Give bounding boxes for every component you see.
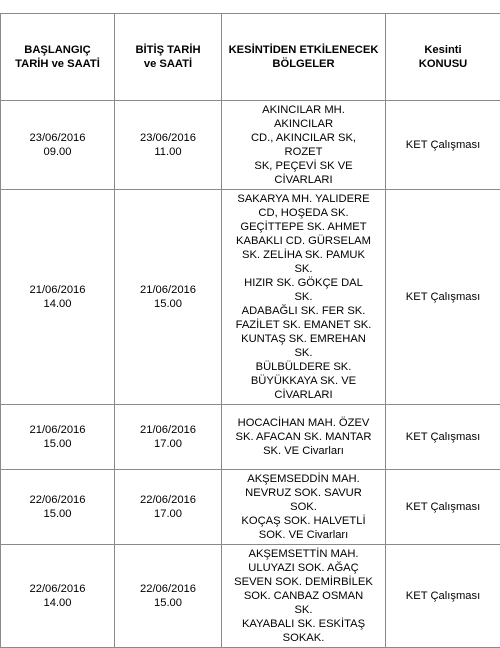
- regions-cell: [222, 545, 386, 648]
- start-date: 23/06/2016: [4, 131, 111, 145]
- header-end-datetime: [115, 14, 222, 101]
- header-line: ve SAATİ: [118, 57, 218, 71]
- region-line: SAKARYA MH. YALIDERE: [234, 192, 373, 206]
- outage-schedule-table: [0, 13, 500, 648]
- start-time: 15.00: [4, 437, 111, 451]
- end-date: 23/06/2016: [118, 131, 218, 145]
- end-datetime-cell: [115, 545, 222, 648]
- end-datetime-cell: [115, 470, 222, 545]
- region-line: AKŞEMSETTİN MAH.: [234, 547, 373, 561]
- start-time: 15.00: [4, 507, 111, 521]
- region-line: SK, PEÇEVİ SK VE: [234, 159, 373, 173]
- header-line: Kesinti: [389, 43, 497, 57]
- region-line: SK. ZELİHA SK. PAMUK SK.: [234, 248, 373, 276]
- table-header-row: [1, 14, 500, 101]
- start-datetime-cell: [1, 190, 115, 405]
- region-line: SEVEN SOK. DEMİRBİLEK: [234, 575, 373, 589]
- end-date: 22/06/2016: [118, 582, 218, 596]
- start-datetime-cell: [1, 470, 115, 545]
- header-affected-regions: [222, 14, 386, 101]
- region-line: CD, HOŞEDA SK.: [234, 206, 373, 220]
- region-line: GEÇİTTEPE SK. AHMET: [234, 220, 373, 234]
- end-time: 11.00: [118, 145, 218, 159]
- regions-cell: [222, 101, 386, 190]
- subject-cell: KET Çalışması: [386, 405, 500, 470]
- start-datetime-cell: [1, 405, 115, 470]
- region-line: CİVARLARI: [234, 173, 373, 187]
- region-line: HOCACİHAN MAH. ÖZEV: [234, 416, 373, 430]
- regions-cell: [222, 190, 386, 405]
- start-datetime-cell: [1, 545, 115, 648]
- region-line: SOK. VE Civarları: [234, 528, 373, 542]
- region-line: NEVRUZ SOK. SAVUR SOK.: [234, 486, 373, 514]
- start-datetime-cell: [1, 101, 115, 190]
- end-date: 22/06/2016: [118, 493, 218, 507]
- region-line: ADABAĞLI SK. FER SK.: [234, 304, 373, 318]
- table-row: [1, 545, 500, 648]
- region-line: SOKAK.: [234, 631, 373, 645]
- region-line: ULUYAZI SOK. AĞAÇ: [234, 561, 373, 575]
- end-date: 21/06/2016: [118, 283, 218, 297]
- start-date: 22/06/2016: [4, 582, 111, 596]
- start-date: 21/06/2016: [4, 423, 111, 437]
- header-line: BAŞLANGIÇ: [4, 43, 111, 57]
- start-time: 09.00: [4, 145, 111, 159]
- region-line: SK. VE Civarları: [234, 444, 373, 458]
- regions-cell: [222, 470, 386, 545]
- region-line: AKINCILAR MH. AKINCILAR: [234, 103, 373, 131]
- header-line: KESİNTİDEN ETKİLENECEK: [225, 43, 382, 57]
- region-line: BÜLBÜLDERE SK.: [234, 360, 373, 374]
- region-line: AKŞEMSEDDİN MAH.: [234, 472, 373, 486]
- header-line: KONUSU: [389, 57, 497, 71]
- start-time: 14.00: [4, 596, 111, 610]
- header-line: BÖLGELER: [225, 57, 382, 71]
- header-start-datetime: [1, 14, 115, 101]
- region-line: CD., AKINCILAR SK, ROZET: [234, 131, 373, 159]
- table-row: [1, 190, 500, 405]
- region-line: BÜYÜKKAYA SK. VE: [234, 374, 373, 388]
- header-line: TARİH ve SAATİ: [4, 57, 111, 71]
- region-line: KABAKLI CD. GÜRSELAM: [234, 234, 373, 248]
- region-line: KAYABALI SK. ESKİTAŞ: [234, 617, 373, 631]
- header-line: BİTİŞ TARİH: [118, 43, 218, 57]
- end-time: 15.00: [118, 596, 218, 610]
- end-datetime-cell: [115, 405, 222, 470]
- region-line: CİVARLARI: [234, 388, 373, 402]
- end-time: 17.00: [118, 437, 218, 451]
- table-row: [1, 101, 500, 190]
- end-datetime-cell: [115, 190, 222, 405]
- subject-cell: KET Çalışması: [386, 545, 500, 648]
- end-datetime-cell: [115, 101, 222, 190]
- table-row: [1, 405, 500, 470]
- region-line: FAZİLET SK. EMANET SK.: [234, 318, 373, 332]
- subject-cell: KET Çalışması: [386, 101, 500, 190]
- table-row: [1, 470, 500, 545]
- start-date: 21/06/2016: [4, 283, 111, 297]
- regions-cell: [222, 405, 386, 470]
- subject-cell: KET Çalışması: [386, 190, 500, 405]
- region-line: SOK. CANBAZ OSMAN SK.: [234, 589, 373, 617]
- region-line: HIZIR SK. GÖKÇE DAL SK.: [234, 276, 373, 304]
- region-line: KOÇAŞ SOK. HALVETLİ: [234, 514, 373, 528]
- end-time: 15.00: [118, 297, 218, 311]
- start-date: 22/06/2016: [4, 493, 111, 507]
- end-date: 21/06/2016: [118, 423, 218, 437]
- end-time: 17.00: [118, 507, 218, 521]
- region-line: KUNTAŞ SK. EMREHAN SK.: [234, 332, 373, 360]
- subject-cell: KET Çalışması: [386, 470, 500, 545]
- region-line: SK. AFACAN SK. MANTAR: [234, 430, 373, 444]
- start-time: 14.00: [4, 297, 111, 311]
- header-outage-subject: [386, 14, 500, 101]
